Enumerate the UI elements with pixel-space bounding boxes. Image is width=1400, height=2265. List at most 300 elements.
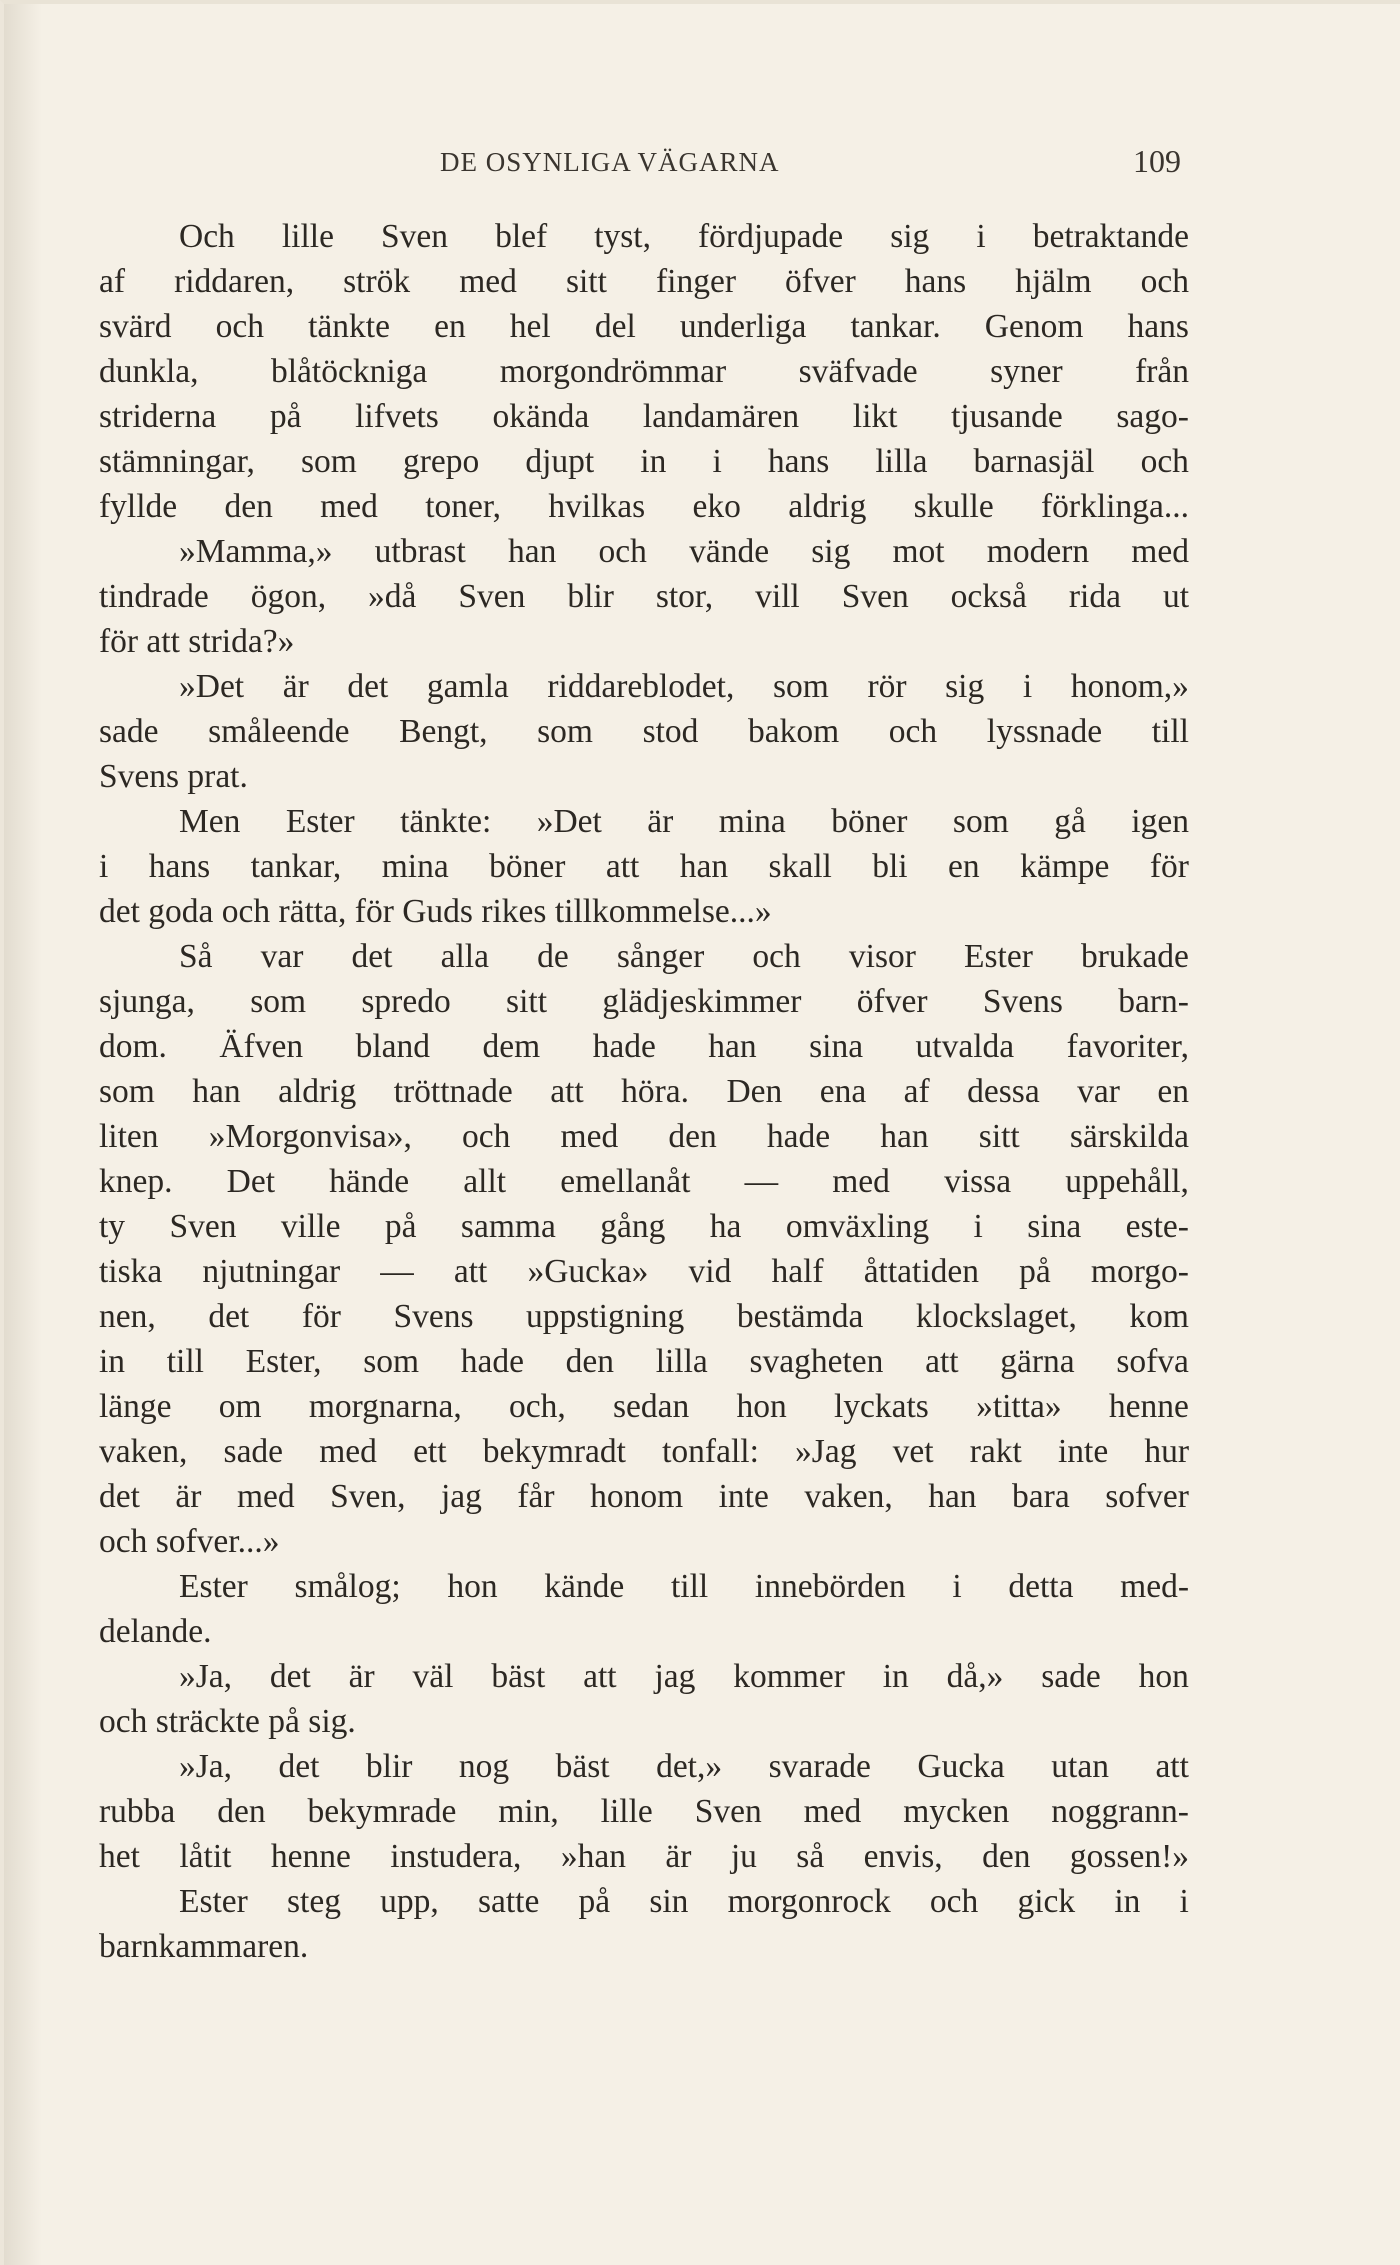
word: in: [1114, 1883, 1141, 1920]
word: —: [744, 1163, 779, 1200]
word: af: [903, 1073, 930, 1110]
word: som: [952, 803, 1009, 840]
word: sade: [223, 1433, 284, 1470]
word: som: [772, 668, 829, 705]
word: stämningar,: [99, 443, 255, 480]
word: på: [1019, 1253, 1051, 1290]
word: spredo: [361, 983, 451, 1020]
word: och: [1140, 443, 1189, 480]
word: Sven: [841, 578, 909, 615]
word: sago-: [1116, 398, 1189, 435]
text-line: [99, 214, 1189, 259]
word: hel: [509, 308, 551, 345]
word: hade: [766, 1118, 831, 1155]
text-line: [99, 1204, 1189, 1249]
word: han: [880, 1118, 929, 1155]
word: med: [803, 1793, 862, 1830]
text-line: [99, 394, 1189, 439]
word: det: [351, 938, 393, 975]
word: om: [218, 1388, 262, 1425]
word: att: [925, 1343, 959, 1380]
word: på: [384, 1208, 417, 1245]
page-number: 109: [1133, 143, 1181, 179]
word: Ester: [179, 1568, 248, 1605]
word: i: [952, 1568, 962, 1605]
word: bland: [355, 1028, 430, 1065]
word: dessa: [967, 1073, 1040, 1110]
word: mina: [381, 848, 449, 885]
word: som: [300, 443, 357, 480]
word: i: [712, 443, 722, 480]
word: att: [453, 1253, 488, 1290]
word: lifvets: [355, 398, 439, 435]
word: den: [565, 1343, 615, 1380]
line-text: och sträckte på sig.: [99, 1703, 356, 1740]
word: han: [708, 1028, 757, 1065]
word: det: [347, 668, 389, 705]
line-text: och sofver...»: [99, 1523, 280, 1560]
spine-shadow: [4, 4, 42, 2265]
word: på: [269, 398, 302, 435]
word: sväfvade: [798, 353, 918, 390]
word: utbrast: [374, 533, 466, 570]
word: vände: [689, 533, 770, 570]
word: vet: [892, 1433, 934, 1470]
word: ett: [413, 1433, 447, 1470]
word: ha: [709, 1208, 742, 1245]
word: det: [208, 1298, 250, 1335]
word: för: [1149, 848, 1189, 885]
word: höra.: [621, 1073, 690, 1110]
word: vaken,: [804, 1478, 893, 1515]
word: tankar,: [250, 848, 342, 885]
text-line: [99, 1384, 1189, 1429]
word: sedan: [612, 1388, 690, 1425]
word: sig: [945, 668, 985, 705]
word: bestämda: [736, 1298, 864, 1335]
word: grepo: [402, 443, 480, 480]
word: hade: [460, 1343, 524, 1380]
word: hon: [736, 1388, 787, 1425]
text-line: [99, 1339, 1189, 1384]
word: underliga: [679, 308, 807, 345]
text-line: [99, 1564, 1189, 1609]
word: igen: [1131, 803, 1189, 840]
word: lille: [281, 218, 334, 255]
text-line: [99, 1114, 1189, 1159]
word: han: [928, 1478, 977, 1515]
word: var: [260, 938, 304, 975]
word: sin: [649, 1883, 689, 1920]
word: rakt: [969, 1433, 1022, 1470]
word: med: [1131, 533, 1189, 570]
word: tyst,: [594, 218, 651, 255]
text-line: [99, 799, 1189, 844]
word: Sven: [458, 578, 526, 615]
word: utvalda: [915, 1028, 1015, 1065]
text-line: [99, 889, 1189, 934]
word: fördjupade: [698, 218, 844, 255]
word: strök: [343, 263, 411, 300]
word: stor,: [655, 578, 714, 615]
word: »Mamma,»: [179, 533, 333, 570]
word: Ester,: [245, 1343, 322, 1380]
word: eko: [692, 488, 741, 525]
word: »Det: [536, 803, 602, 840]
word: är: [175, 1478, 202, 1515]
word: på: [578, 1883, 611, 1920]
word: glädjeskimmer: [602, 983, 802, 1020]
word: henne: [270, 1838, 351, 1875]
word: och: [1140, 263, 1189, 300]
text-line: [99, 529, 1189, 574]
text-line: [99, 1249, 1189, 1294]
word: allt: [463, 1163, 507, 1200]
word: aldrig: [278, 1073, 357, 1110]
word: jag: [440, 1478, 482, 1515]
word: för: [301, 1298, 341, 1335]
word: »då: [368, 578, 417, 615]
word: och: [215, 308, 265, 345]
word: knep.: [99, 1163, 173, 1200]
word: förklinga...: [1041, 488, 1189, 525]
word: det: [269, 1658, 311, 1695]
word: in: [882, 1658, 909, 1695]
word: gossen!»: [1069, 1838, 1189, 1875]
word: hur: [1144, 1433, 1189, 1470]
word: åttatiden: [863, 1253, 980, 1290]
word: som: [99, 1073, 155, 1110]
word: henne: [1108, 1388, 1189, 1425]
word: njutningar: [202, 1253, 341, 1290]
text-line: [99, 1474, 1189, 1519]
word: vill: [755, 578, 800, 615]
word: böner: [831, 803, 908, 840]
word: tänkte: [308, 308, 390, 345]
word: este-: [1125, 1208, 1189, 1245]
word: skall: [768, 848, 832, 885]
text-line: [99, 1294, 1189, 1339]
word: väl: [412, 1658, 454, 1695]
text-line: [99, 1744, 1189, 1789]
word: ju: [730, 1838, 757, 1875]
word: är: [282, 668, 309, 705]
text-line: [99, 1159, 1189, 1204]
text-line: [99, 709, 1189, 754]
word: toner,: [425, 488, 502, 525]
line-text: Svens prat.: [99, 758, 248, 795]
word: i: [99, 848, 109, 885]
word: —: [380, 1253, 414, 1290]
word: visor: [848, 938, 916, 975]
word: blir: [365, 1748, 413, 1785]
word: djupt: [525, 443, 595, 480]
word: uppstigning: [526, 1298, 685, 1335]
text-line: [99, 1654, 1189, 1699]
body-text: [99, 214, 1189, 1969]
word: hon: [1138, 1658, 1189, 1695]
word: barn-: [1118, 983, 1189, 1020]
word: instudera,: [390, 1838, 522, 1875]
word: Sven,: [330, 1478, 406, 1515]
word: med: [236, 1478, 295, 1515]
word: de: [537, 938, 569, 975]
text-line: [99, 1519, 1189, 1564]
word: sig: [811, 533, 851, 570]
word: Och: [179, 218, 235, 255]
word: sina: [809, 1028, 864, 1065]
word: kände: [544, 1568, 625, 1605]
word: i: [1022, 668, 1033, 705]
word: Den: [726, 1073, 783, 1110]
word: rubba: [99, 1793, 176, 1830]
text-line: [99, 619, 1189, 664]
line-text: det goda och rätta, för Guds rikes tillkommelse...»: [99, 893, 772, 930]
word: särskilda: [1069, 1118, 1189, 1155]
word: hans: [1127, 308, 1189, 345]
word: Ester: [179, 1883, 248, 1920]
word: emellanåt: [560, 1163, 691, 1200]
word: svarade: [768, 1748, 871, 1785]
word: innebörden: [754, 1568, 906, 1605]
word: tindrade: [99, 578, 209, 615]
word: sina: [1027, 1208, 1082, 1245]
word: låtit: [179, 1838, 232, 1875]
word: »titta»: [976, 1388, 1062, 1425]
word: med: [560, 1118, 619, 1155]
word: jag: [654, 1658, 696, 1695]
word: med-: [1120, 1568, 1189, 1605]
word: gång: [600, 1208, 666, 1245]
word: som: [250, 983, 307, 1020]
word: mycken: [903, 1793, 1010, 1830]
word: min,: [498, 1793, 559, 1830]
word: ena: [819, 1073, 867, 1110]
text-line: [99, 1924, 1189, 1969]
text-line: [99, 574, 1189, 619]
word: kom: [1129, 1298, 1189, 1335]
word: tankar.: [850, 308, 941, 345]
word: då,»: [946, 1658, 1004, 1695]
word: gick: [1017, 1883, 1076, 1920]
word: och: [888, 713, 938, 750]
text-line: [99, 1024, 1189, 1069]
word: in: [99, 1343, 126, 1380]
word: detta: [1008, 1568, 1074, 1605]
word: hans: [148, 848, 211, 885]
word: så: [796, 1838, 825, 1875]
word: brukade: [1080, 938, 1189, 975]
word: het: [99, 1838, 140, 1875]
line-text: barnkammaren.: [99, 1928, 309, 1965]
word: med: [319, 1433, 377, 1470]
word: betraktande: [1032, 218, 1189, 255]
word: steg: [287, 1883, 341, 1920]
word: som: [363, 1343, 420, 1380]
word: klockslaget,: [915, 1298, 1077, 1335]
word: sofver: [1105, 1478, 1189, 1515]
word: tänkte:: [400, 803, 492, 840]
word: honom: [590, 1478, 684, 1515]
word: Ester: [964, 938, 1033, 975]
text-line: [99, 979, 1189, 1024]
word: stod: [642, 713, 699, 750]
word: sitt: [506, 983, 548, 1020]
word: hade: [592, 1028, 656, 1065]
word: af: [99, 263, 126, 300]
word: i: [1179, 1883, 1189, 1920]
word: kommer: [733, 1658, 845, 1695]
word: satte: [477, 1883, 540, 1920]
word: svärd: [99, 308, 172, 345]
word: och: [598, 533, 647, 570]
line-text: delande.: [99, 1613, 212, 1650]
word: rida: [1068, 578, 1121, 615]
word: barnasjäl: [973, 443, 1095, 480]
word: tröttnade: [393, 1073, 513, 1110]
word: tiska: [99, 1253, 163, 1290]
word: blef: [495, 218, 548, 255]
word: bekymradt: [482, 1433, 626, 1470]
word: riddaren,: [174, 263, 295, 300]
word: är: [348, 1658, 375, 1695]
word: till: [1151, 713, 1189, 750]
word: lilla: [875, 443, 928, 480]
word: lyssnade: [986, 713, 1103, 750]
word: tonfall:: [662, 1433, 759, 1470]
word: Genom: [984, 308, 1084, 345]
word: också: [950, 578, 1027, 615]
word: en: [948, 848, 980, 885]
word: den: [217, 1793, 266, 1830]
word: del: [594, 308, 636, 345]
text-line: [99, 934, 1189, 979]
word: en: [1157, 1073, 1189, 1110]
word: sånger: [616, 938, 705, 975]
word: Så: [179, 938, 213, 975]
word: sig: [890, 218, 930, 255]
word: det,»: [656, 1748, 723, 1785]
word: i: [973, 1208, 983, 1245]
word: morgonrock: [727, 1883, 891, 1920]
text-line: [99, 1879, 1189, 1924]
word: ut: [1162, 578, 1189, 615]
word: som: [537, 713, 593, 750]
word: med: [459, 263, 517, 300]
text-line: [99, 484, 1189, 529]
word: nen,: [99, 1298, 156, 1335]
word: finger: [655, 263, 736, 300]
word: skulle: [913, 488, 994, 525]
word: mina: [718, 803, 786, 840]
word: nog: [458, 1748, 510, 1785]
word: länge: [99, 1388, 172, 1425]
text-line: [99, 1429, 1189, 1474]
word: mot: [892, 533, 945, 570]
word: Men: [179, 803, 241, 840]
word: morgo-: [1090, 1253, 1189, 1290]
word: hans: [767, 443, 830, 480]
word: inte: [718, 1478, 769, 1515]
word: Sven: [381, 218, 449, 255]
text-line: [99, 349, 1189, 394]
word: öfver: [856, 983, 928, 1020]
word: »Ja,: [179, 1748, 233, 1785]
word: Sven: [694, 1793, 762, 1830]
word: att: [1155, 1748, 1189, 1785]
word: han: [679, 848, 729, 885]
word: och: [752, 938, 801, 975]
word: Bengt,: [399, 713, 488, 750]
word: honom,»: [1070, 668, 1189, 705]
word: vaken,: [99, 1433, 188, 1470]
word: den: [224, 488, 273, 525]
word: bli: [872, 848, 908, 885]
word: att: [550, 1073, 584, 1110]
word: han: [192, 1073, 241, 1110]
word: inte: [1057, 1433, 1109, 1470]
text-line: [99, 1069, 1189, 1114]
text-line: [99, 439, 1189, 484]
word: sjunga,: [99, 983, 195, 1020]
word: »han: [560, 1838, 626, 1875]
word: blir: [567, 578, 614, 615]
word: utan: [1051, 1748, 1109, 1785]
word: hans: [904, 263, 967, 300]
word: morgnarna,: [308, 1388, 462, 1425]
word: en: [434, 308, 466, 345]
word: med: [832, 1163, 890, 1200]
word: likt: [852, 398, 898, 435]
word: öfver: [785, 263, 856, 300]
word: Svens: [393, 1298, 474, 1335]
word: det: [99, 1478, 140, 1515]
word: dom.: [99, 1028, 167, 1065]
word: ögon,: [250, 578, 327, 615]
text-line: [99, 304, 1189, 349]
text-line: [99, 844, 1189, 889]
word: småleende: [208, 713, 350, 750]
text-line: [99, 1609, 1189, 1654]
text-line: [99, 259, 1189, 304]
word: half: [771, 1253, 824, 1290]
word: gå: [1054, 803, 1086, 840]
word: omväxling: [785, 1208, 930, 1245]
word: Sven: [169, 1208, 237, 1245]
word: och: [929, 1883, 979, 1920]
word: rör: [867, 668, 907, 705]
text-line: [99, 664, 1189, 709]
word: till: [670, 1568, 709, 1605]
word: tjusande: [951, 398, 1063, 435]
word: Gucka: [917, 1748, 1005, 1785]
word: »Jag: [795, 1433, 857, 1470]
word: bäst: [491, 1658, 546, 1695]
word: upp,: [380, 1883, 439, 1920]
word: den: [982, 1838, 1031, 1875]
word: vid: [688, 1253, 732, 1290]
word: Äfven: [219, 1028, 304, 1065]
word: hände: [329, 1163, 410, 1200]
word: sade: [99, 713, 159, 750]
word: lilla: [655, 1343, 708, 1380]
word: dem: [482, 1028, 541, 1065]
word: och: [462, 1118, 511, 1155]
word: bara: [1012, 1478, 1070, 1515]
word: bekymrade: [307, 1793, 457, 1830]
word: riddareblodet,: [547, 668, 735, 705]
text-line: [99, 1789, 1189, 1834]
